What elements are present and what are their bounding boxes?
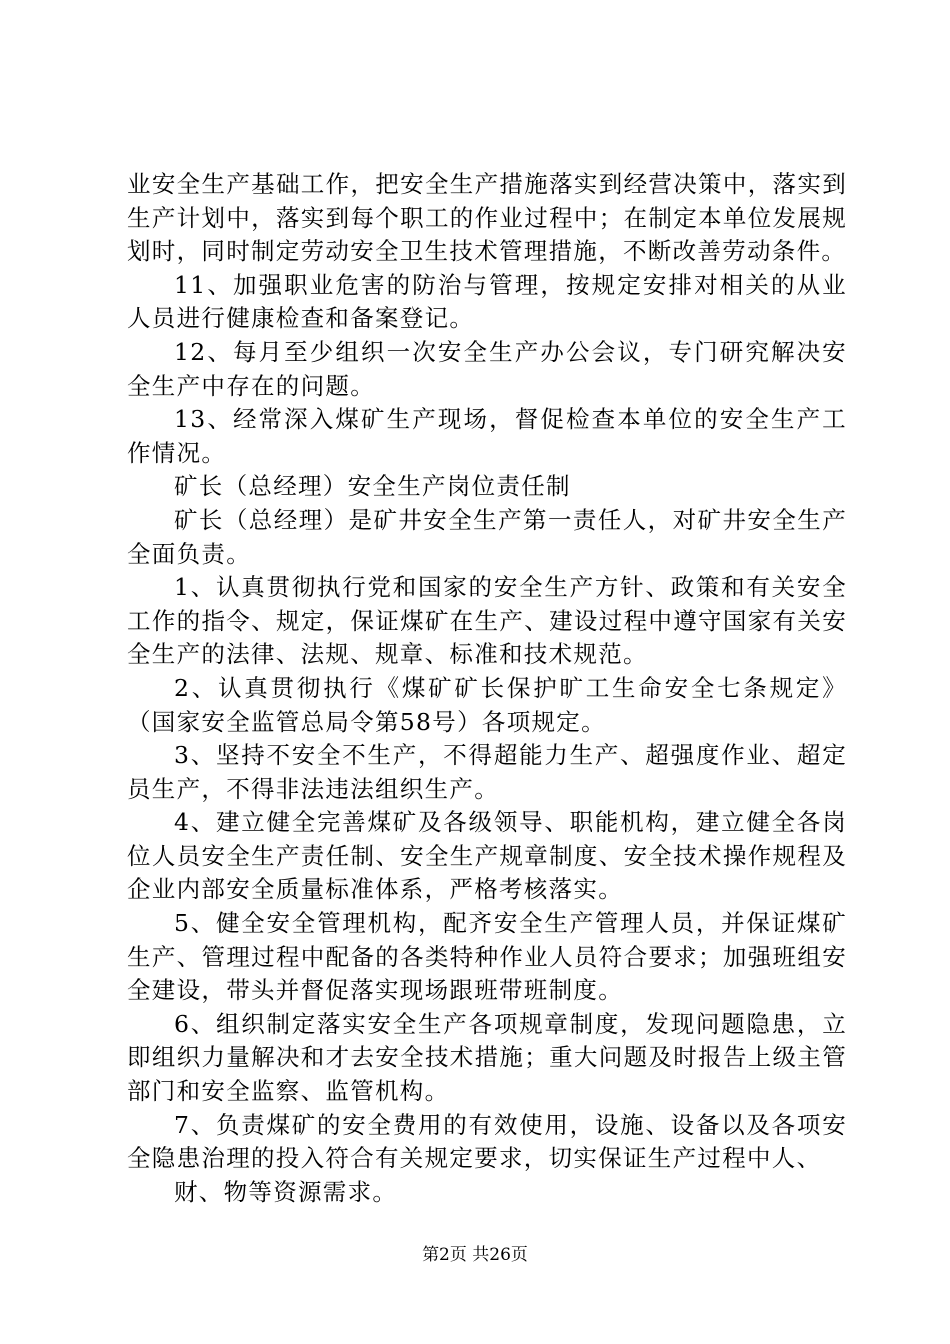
paragraph: 财、物等资源需求。 — [174, 1177, 398, 1206]
section-heading: 矿长（总经理）安全生产岗位责任制 — [174, 472, 571, 501]
paragraph: 2、认真贯彻执行《煤矿矿长保护旷工生命安全七条规定》（国家安全监管总局令第58号）各项规定。 — [127, 673, 847, 736]
paragraph: 业安全生产基础工作，把安全生产措施落实到经营决策中，落实到生产计划中，落实到每个职工的作业过程中；在制定本单位发展规划时，同时制定劳动安全卫生技术管理措施，不断改善劳动条件。 — [127, 170, 847, 266]
paragraph: 1、认真贯彻执行党和国家的安全生产方针、政策和有关安全工作的指令、规定，保证煤矿在生产、建设过程中遵守国家有关安全生产的法律、法规、规章、标准和技术规范。 — [127, 573, 847, 669]
page-number: 第2页 共26页 — [422, 1245, 528, 1265]
paragraph: 矿长（总经理）是矿井安全生产第一责任人，对矿井安全生产全面负责。 — [127, 505, 847, 568]
page-footer — [0, 1243, 950, 1267]
paragraph: 7、负责煤矿的安全费用的有效使用，设施、设备以及各项安全隐患治理的投入符合有关规定要求，切实保证生产过程中人、 — [127, 1110, 847, 1173]
paragraph: 13、经常深入煤矿生产现场，督促检查本单位的安全生产工作情况。 — [127, 405, 847, 467]
paragraph: 4、建立健全完善煤矿及各级领导、职能机构，建立健全各岗位人员安全生产责任制、安全生产规章制度、安全技术操作规程及企业内部安全质量标准体系，严格考核落实。 — [127, 808, 847, 904]
paragraph: 5、健全安全管理机构，配齐安全生产管理人员，并保证煤矿生产、管理过程中配备的各类特种作业人员符合要求；加强班组安全建设，带头并督促落实现场跟班带班制度。 — [127, 909, 847, 1005]
paragraph: 12、每月至少组织一次安全生产办公会议，专门研究解决安全生产中存在的问题。 — [127, 337, 847, 400]
paragraph: 6、组织制定落实安全生产各项规章制度，发现问题隐患，立即组织力量解决和才去安全技术措施；重大问题及时报告上级主管部门和安全监察、监管机构。 — [127, 1009, 847, 1106]
paragraph: 11、加强职业危害的防治与管理，按规定安排对相关的从业人员进行健康检查和备案登记。 — [127, 270, 847, 333]
document-body — [127, 168, 847, 1209]
paragraph: 3、坚持不安全不生产，不得超能力生产、超强度作业、超定员生产，不得非法违法组织生产。 — [127, 741, 847, 803]
